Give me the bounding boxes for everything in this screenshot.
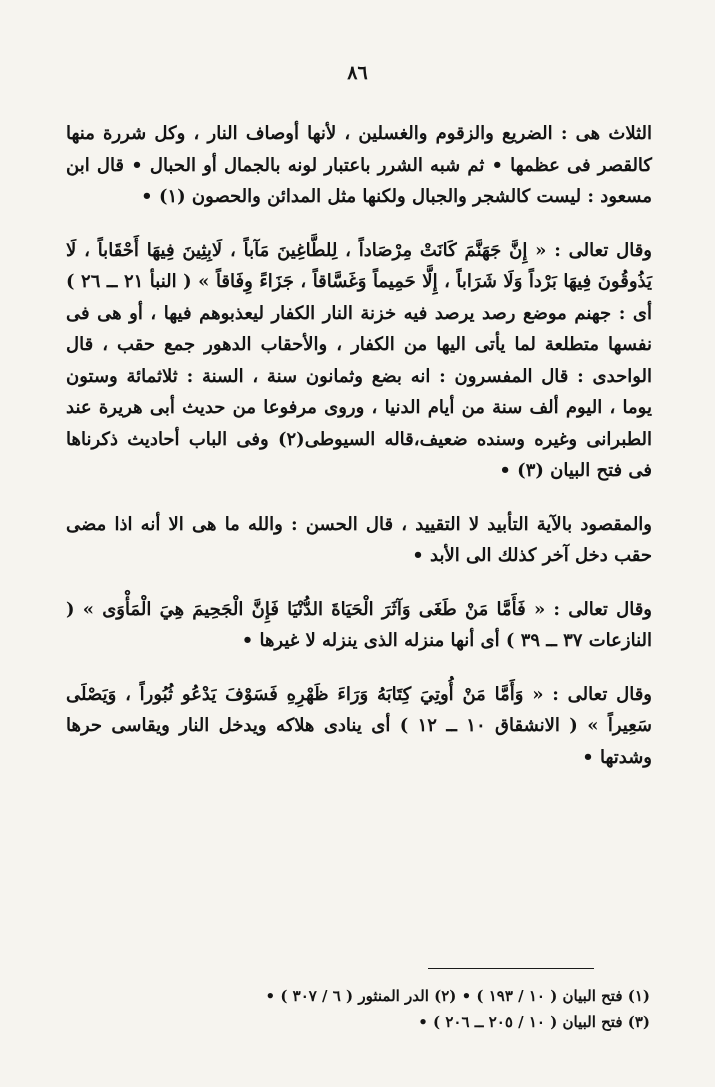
paragraph-3: والمقصود بالآية التأبيد لا التقييد ، قال الحسن : والله ما هى الا أنه اذا مضى حقب دخل آخر كذلك الى الأبد • <box>66 513 652 566</box>
paragraph-2: وقال تعالى : « إِنَّ جَهَنَّمَ كَانَتْ مِرْصَاداً ، لِلطَّاغِينَ مَآباً ، لَابِثِينَ فِيهَا أَحْقَاباً ، لَا يَذُوقُونَ فِيهَا بَرْداً وَلَا شَرَاباً ، إِلَّا حَمِيماً وَغَسَّاقاً ، جَزَاءً وِفَاقاً » ( النبأ ٢١ ــ ٢٦ ) أى : جهنم موضع رصد يرصد فيه خزنة النار الكفار ليعذبوهم فيها ، أو هى فى نفسها متطلعة لما يأتى اليها من الكفار ، والأحقاب الدهور جمع حقب ، قال الواحدى : قال المفسرون : انه بضع وثمانون سنة ، السنة : ثلاثمائة وستون يوما ، اليوم ألف سنة من أيام الدنيا ، وروى مرفوعا من حديث أبى هريرة عند الطبرانى وغيره وسنده ضعيف،قاله السيوطى(٢) وفى الباب أحاديث ذكرناها فى فتح البيان (٣) • <box>66 239 652 481</box>
body-text <box>66 118 652 773</box>
footnote-line: (١) فتح البيان ( ١٠ / ١٩٣ ) • (٢) الدر المنثور ( ٦ / ٣٠٧ ) • <box>265 987 650 1005</box>
paragraph-spacer <box>66 487 652 509</box>
footnotes <box>60 983 650 1035</box>
paragraph-1: الثلاث هى : الضريع والزقوم والغسلين ، لأنها أوصاف النار ، وكل شررة منها كالقصر فى عظمها • ثم شبه الشرر باعتبار لونه بالجمال أو الحبال • قال ابن مسعود : ليست كالشجر والجبال ولكنها مثل المدائن والحصون (١) • <box>66 123 652 207</box>
footnote-divider <box>428 968 594 969</box>
footnote-line: (٣) فتح البيان ( ١٠ / ٢٠٥ ــ ٢٠٦ ) • <box>418 1013 650 1031</box>
paragraph-spacer <box>66 213 652 235</box>
paragraph-5: وقال تعالى : « وَأَمَّا مَنْ أُوتِيَ كِتَابَهُ وَرَاءَ ظَهْرِهِ فَسَوْفَ يَدْعُو ثُبُوراً ، وَيَصْلَى سَعِيراً » ( الانشقاق ١٠ ــ ١٢ ) أى ينادى هلاكه ويدخل النار ويقاسى حرها وشدتها • <box>66 683 652 768</box>
paragraph-4: وقال تعالى : « فَأَمَّا مَنْ طَغَى وَآثَرَ الْحَيَاةَ الدُّنْيَا فَإِنَّ الْجَحِيمَ هِيَ الْمَأْوَى » ( النازعات ٣٧ ــ ٣٩ ) أى أنها منزله الذى ينزله لا غيرها • <box>66 598 652 651</box>
paragraph-spacer <box>66 572 652 594</box>
paragraph-spacer <box>66 657 652 679</box>
page-number: ٨٦ <box>347 62 368 84</box>
